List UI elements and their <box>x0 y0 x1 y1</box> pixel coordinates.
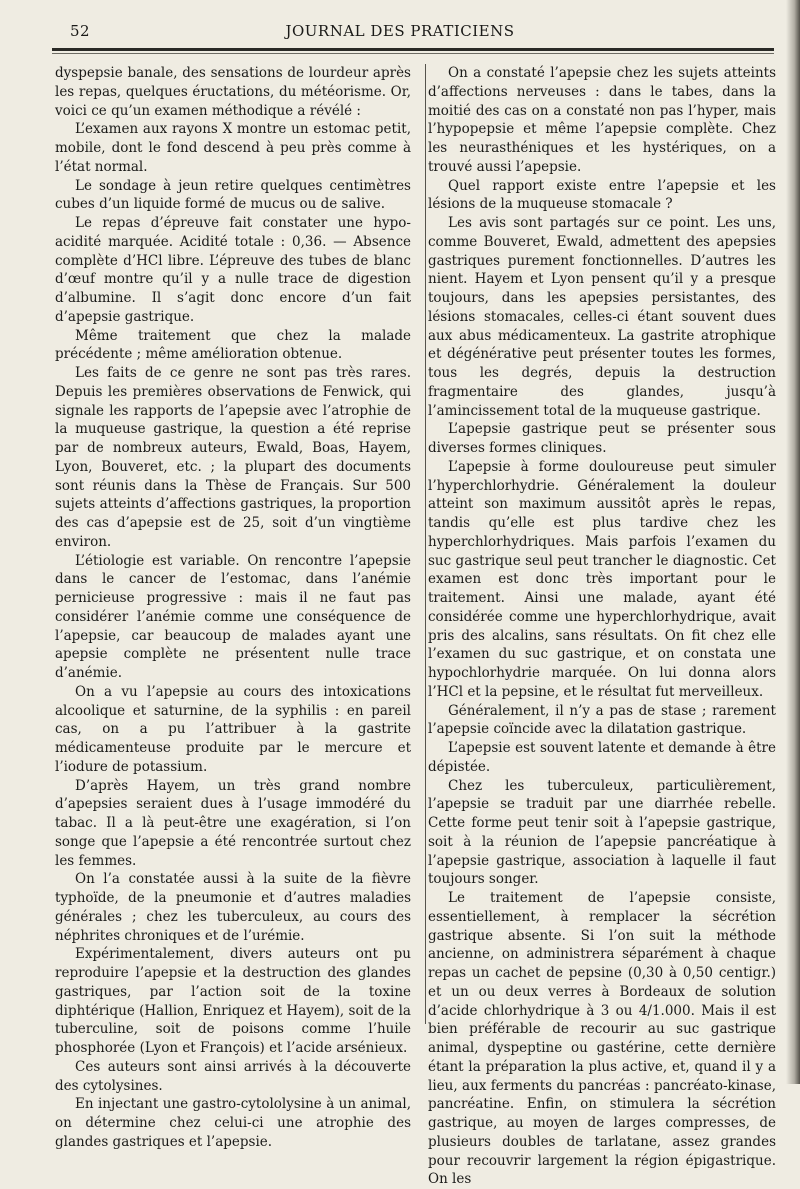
column-divider <box>425 64 426 1024</box>
paragraph: D’après Hayem, un très grand nombre d’apepsies seraient dues à l’usage immodéré du tabac. Il a là peut-être une exagération, si l’on songe que l’apepsie a été rencontrée surtout chez les femmes. <box>55 777 411 869</box>
header-rule <box>52 48 774 51</box>
paragraph: L’examen aux rayons X montre un estomac petit, mobile, dont le fond descend à peu près comme à l’état normal. <box>55 121 411 175</box>
paragraph: L’apepsie est souvent latente et demande à être dépistée. <box>428 740 776 775</box>
paragraph: L’étiologie est variable. On rencontre l’apepsie dans le cancer de l’estomac, dans l’anémie pernicieuse progressive : mais il ne faut pas considérer l’anémie comme une conséquence de l’apepsie, car beaucoup de malades ayant une apepsie complète ne présentent nulle trace d’anémie. <box>55 552 411 681</box>
paragraph: Même traitement que chez la malade précédente ; même amélioration obtenue. <box>55 327 411 363</box>
paragraph: En injectant une gastro-cytololysine à un animal, on détermine chez celui-ci une atrophie des glandes gastriques et l’apepsie. <box>55 1096 411 1150</box>
page-number: 52 <box>70 22 91 40</box>
paragraph: Quel rapport existe entre l’apepsie et les lésions de la muqueuse stomacale ? <box>428 177 776 213</box>
left-column <box>55 64 411 1152</box>
paragraph: Les faits de ce genre ne sont pas très rares. Depuis les premières observations de Fenwick, qui signale les rapports de l’apepsie avec l’atrophie de la muqueuse gastrique, la question a été reprise par de nombreux auteurs, Ewald, Boas, Hayem, Lyon, Bouveret, etc. ; la plupart des documents sont réunis dans la Thèse de Français. Sur 500 sujets atteints d’affections gastriques, la proportion des cas d’apepsie est de 25, soit d’un vingtième environ. <box>55 365 411 550</box>
paragraph: Les avis sont partagés sur ce point. Les uns, comme Bouveret, Ewald, admettent des apepsies gastriques purement fonctionnelles. D’autres les nient. Hayem et Lyon pensent qu’il y a presque toujours, dans les apepsies persistantes, des lésions stomacales, celles-ci étant souvent dues aux abus médicamenteux. La gastrite atrophique et dégénérative peut présenter toutes les formes, tous les degrés, depuis la destruction fragmentaire des glandes, jusqu’à l’amincissement total de la muqueuse gastrique. <box>428 215 776 419</box>
paragraph: On a vu l’apepsie au cours des intoxications alcoolique et saturnine, de la syphilis : en pareil cas, on a pu l’attribuer à la gastrite médicamenteuse produite par le mercure et l’iodure de potassium. <box>55 683 411 775</box>
paragraph: Chez les tuberculeux, particulièrement, l’apepsie se traduit par une diarrhée rebelle. Cette forme peut tenir soit à l’apepsie gastrique, soit à la réunion de l’apepsie pancréatique à l’apepsie gastrique, association à laquelle il faut toujours songer. <box>428 777 776 888</box>
right-column <box>428 64 776 1189</box>
page-header <box>0 22 800 44</box>
paragraph: Le sondage à jeun retire quelques centimètres cubes d’un liquide formé de mucus ou de salive. <box>55 177 411 213</box>
paragraph: L’apepsie gastrique peut se présenter sous diverses formes cliniques. <box>428 421 776 456</box>
paragraph: Généralement, il n’y a pas de stase ; rarement l’apepsie coïncide avec la dilatation gastrique. <box>428 702 776 738</box>
paragraph: L’apepsie à forme douloureuse peut simuler l’hyperchlorhydrie. Généralement la douleur atteint son maximum aussitôt après le repas, tandis qu’elle est plus tardive chez les hyperchlorhydriques. Mais parfois l’examen du suc gastrique seul peut trancher le diagnostic. Cet examen est donc très important pour le traitement. Ainsi une malade, ayant été considérée comme une hyperchlorhydrique, avait pris des alcalins, sans résultats. On fit chez elle l’examen du suc gastrique, et on constata une hypochlorhydrie marquée. On lui donna alors l’HCl et la pepsine, et le résultat fut merveilleux. <box>428 458 776 700</box>
paragraph: Ces auteurs sont ainsi arrivés à la découverte des cytolysines. <box>55 1058 411 1094</box>
binding-shadow <box>786 0 800 1084</box>
paragraph: On l’a constatée aussi à la suite de la fièvre typhoïde, de la pneumonie et d’autres maladies générales ; chez les tuberculeux, au cours des néphrites chroniques et de l’urémie. <box>55 871 411 944</box>
paragraph: dyspepsie banale, des sensations de lourdeur après les repas, quelques éructations, du météorisme. Or, voici ce qu’un examen méthodique a révélé : <box>55 65 411 119</box>
header-rule-thin <box>52 53 774 54</box>
paragraph: Expérimentalement, divers auteurs ont pu reproduire l’apepsie et la destruction des glandes gastriques, par l’action soit de la toxine diphtérique (Hallion, Enriquez et Hayem), soit de la tuberculine, soit de poisons comme l’huile phosphorée (Lyon et François) et l’acide arsénieux. <box>55 946 411 1056</box>
paragraph: On a constaté l’apepsie chez les sujets atteints d’affections nerveuses : dans le tabes, dans la moitié des cas on a constaté non pas l’hyper, mais l’hypopepsie et même l’apepsie complète. Chez les neurasthéniques et les hystériques, on a trouvé aussi l’apepsie. <box>428 65 776 175</box>
paragraph: Le traitement de l’apepsie consiste, essentiellement, à remplacer la sécrétion gastrique absente. Si l’on suit la méthode ancienne, on administrera séparément à chaque repas un cachet de pepsine (0,30 à 0,50 centigr.) et un ou deux verres à Bordeaux de solution d’acide chlorhydrique à 3 ou 4/1.000. Mais il est bien préférable de recourir au suc gastrique animal, dyspeptine ou gastérine, cette dernière étant la préparation la plus active, et, quand il y a lieu, aux ferments du pancréas : pancréato-kinase, pancréatine. Enfin, on stimulera la sécrétion gastrique, au moyen de larges compresses, de plusieurs doubles de tarlatane, assez grandes pour recouvrir largement la région épigastrique. On les <box>428 890 776 1188</box>
running-title: JOURNAL DES PRATICIENS <box>285 22 515 40</box>
paragraph: Le repas d’épreuve fait constater une hypo-acidité marquée. Acidité totale : 0,36. — Absence complète d’HCl libre. L’épreuve des tubes de blanc d’œuf montre qu’il y a nulle trace de digestion d’albumine. Il s’agit donc encore d’un fait d’apepsie gastrique. <box>55 215 411 325</box>
